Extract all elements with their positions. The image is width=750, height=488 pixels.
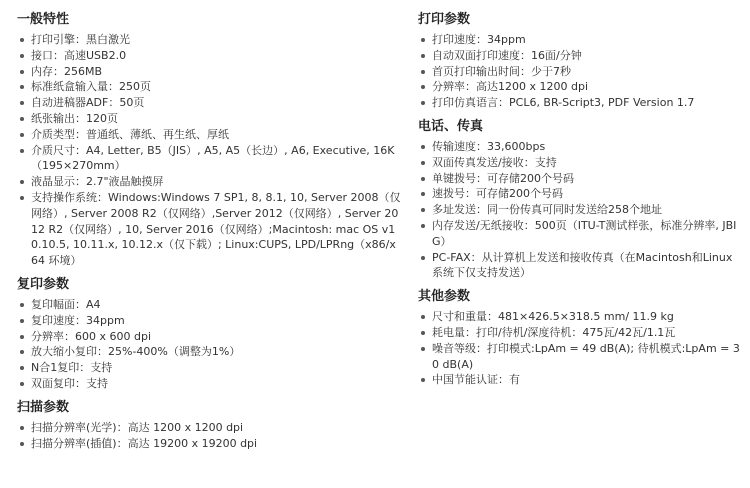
spec-item: 耗电量：打印/待机/深度待机：475瓦/42瓦/1.1瓦	[418, 325, 743, 341]
spec-item: 首页打印输出时间：少于7秒	[418, 64, 743, 80]
spec-item: 尺寸和重量：481×426.5×318.5 mm/ 11.9 kg	[418, 309, 743, 325]
spec-item: 复印幅面：A4	[17, 297, 402, 313]
section-title: 其他参数	[418, 289, 471, 305]
spec-item: 扫描分辨率(光学)：高达 1200 x 1200 dpi	[17, 420, 402, 436]
spec-item: 内存：256MB	[17, 64, 402, 80]
spec-item: 单键拨号：可存储200个号码	[418, 171, 743, 187]
section-title: 扫描参数	[17, 399, 70, 415]
spec-list	[418, 32, 743, 111]
spec-item: 接口：高速USB2.0	[17, 48, 402, 64]
spec-list	[418, 309, 743, 388]
spec-item: 分辨率：高达1200 x 1200 dpi	[418, 79, 743, 95]
spec-item: 双面复印：支持	[17, 376, 402, 392]
left-column	[17, 10, 402, 457]
spec-item: 介质类型：普通纸、薄纸、再生纸、厚纸	[17, 127, 402, 143]
spec-item: 传输速度：33,600bps	[418, 139, 743, 155]
spec-item: N合1复印：支持	[17, 360, 402, 376]
section-title: 电话、传真	[418, 118, 484, 134]
spec-item: 自动进稿器ADF：50页	[17, 95, 402, 111]
spec-list	[17, 297, 402, 392]
spec-item: 介质尺寸：A4, Letter, B5（JIS）, A5, A5（长边）, A6, Executive, 16K（195×270mm）	[17, 143, 402, 175]
spec-item: 标准纸盒输入量：250页	[17, 79, 402, 95]
spec-item: 支持操作系统：Windows:Windows 7 SP1, 8, 8.1, 10, Server 2008（仅网络）, Server 2008 R2（仅网络）,Server 2012（仅网络）, Server 2012 R2（仅网络）, 10, Server 2016（仅网络）;Macintosh: mac OS v10.10.5, 10.11.x, 10.12.x（仅下载）; Linux:CUPS, LPD/LPRng（x86/x64 环境）	[17, 190, 402, 269]
spec-item: 自动双面打印速度：16面/分钟	[418, 48, 743, 64]
spec-item: PC-FAX：从计算机上发送和接收传真（在Macintosh和Linux系统下仅支持发送）	[418, 250, 743, 282]
spec-item: 扫描分辨率(插值)：高达 19200 x 19200 dpi	[17, 436, 402, 452]
section-title: 复印参数	[17, 276, 70, 292]
spec-list	[418, 139, 743, 281]
spec-item: 打印引擎：黑白激光	[17, 32, 402, 48]
spec-item: 多址发送：同一份传真可同时发送给258个地址	[418, 202, 743, 218]
spec-item: 分辨率：600 x 600 dpi	[17, 329, 402, 345]
spec-item: 打印仿真语言：PCL6, BR-Script3, PDF Version 1.7	[418, 95, 743, 111]
spec-item: 复印速度：34ppm	[17, 313, 402, 329]
right-column	[418, 10, 743, 394]
spec-list	[17, 420, 402, 452]
spec-list	[17, 32, 402, 269]
section-title: 打印参数	[418, 12, 471, 27]
spec-item: 放大缩小复印：25%-400%（调整为1%）	[17, 344, 402, 360]
spec-item: 液晶显示：2.7"液晶触摸屏	[17, 174, 402, 190]
spec-item: 速拨号：可存储200个号码	[418, 186, 743, 202]
spec-item: 打印速度：34ppm	[418, 32, 743, 48]
spec-item: 纸张输出：120页	[17, 111, 402, 127]
spec-item: 内存发送/无纸接收：500页（ITU-T测试样张，标准分辨率, JBIG）	[418, 218, 743, 250]
section-title: 一般特性	[17, 12, 70, 27]
spec-item: 噪音等级：打印模式:LpAm = 49 dB(A); 待机模式:LpAm = 30 dB(A)	[418, 341, 743, 373]
spec-item: 双面传真发送/接收：支持	[418, 155, 743, 171]
spec-item: 中国节能认证：有	[418, 372, 743, 388]
